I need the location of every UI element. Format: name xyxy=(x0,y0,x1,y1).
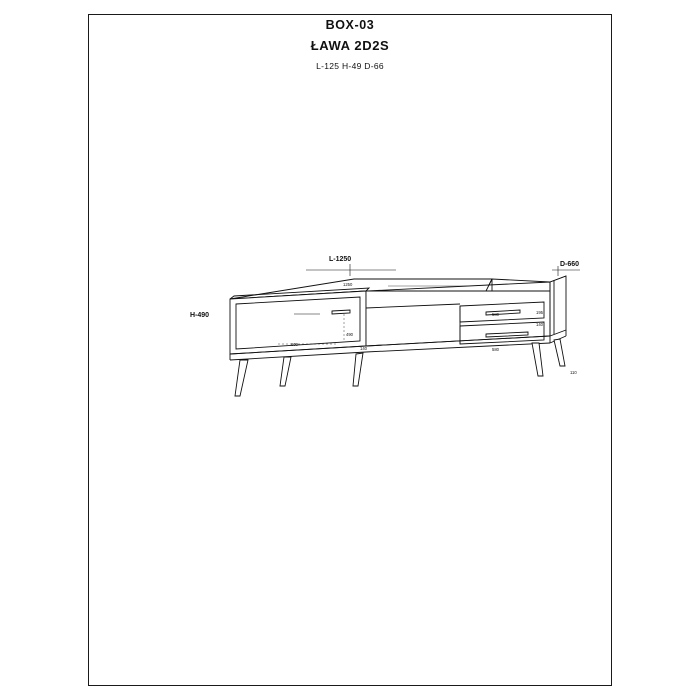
detail-left-small-label: 490 xyxy=(346,332,353,337)
detail-drawer-lower-label: 580 xyxy=(492,347,499,352)
dimension-depth-label: D-660 xyxy=(560,261,580,268)
product-dimensions: L-125 H-49 D-66 xyxy=(316,60,384,71)
detail-top-label: 1250 xyxy=(343,282,353,287)
detail-front-small-label: 140 xyxy=(360,346,367,351)
product-code: BOX-03 xyxy=(325,18,375,32)
detail-side-right-label: 195 xyxy=(536,310,543,315)
detail-leg-label: 110 xyxy=(570,370,577,375)
dimension-height-label: H-490 xyxy=(190,312,210,319)
furniture-drawing xyxy=(88,14,612,686)
detail-drawer-upper-label: 580 xyxy=(492,312,499,317)
detail-side-right2-label: 140 xyxy=(536,322,543,327)
detail-left-front-label: 600 xyxy=(291,342,298,347)
tv-cabinet-icon xyxy=(88,14,612,686)
dimension-width-label: L-1250 xyxy=(329,256,352,263)
product-name: ŁAWA 2D2S xyxy=(310,37,390,53)
